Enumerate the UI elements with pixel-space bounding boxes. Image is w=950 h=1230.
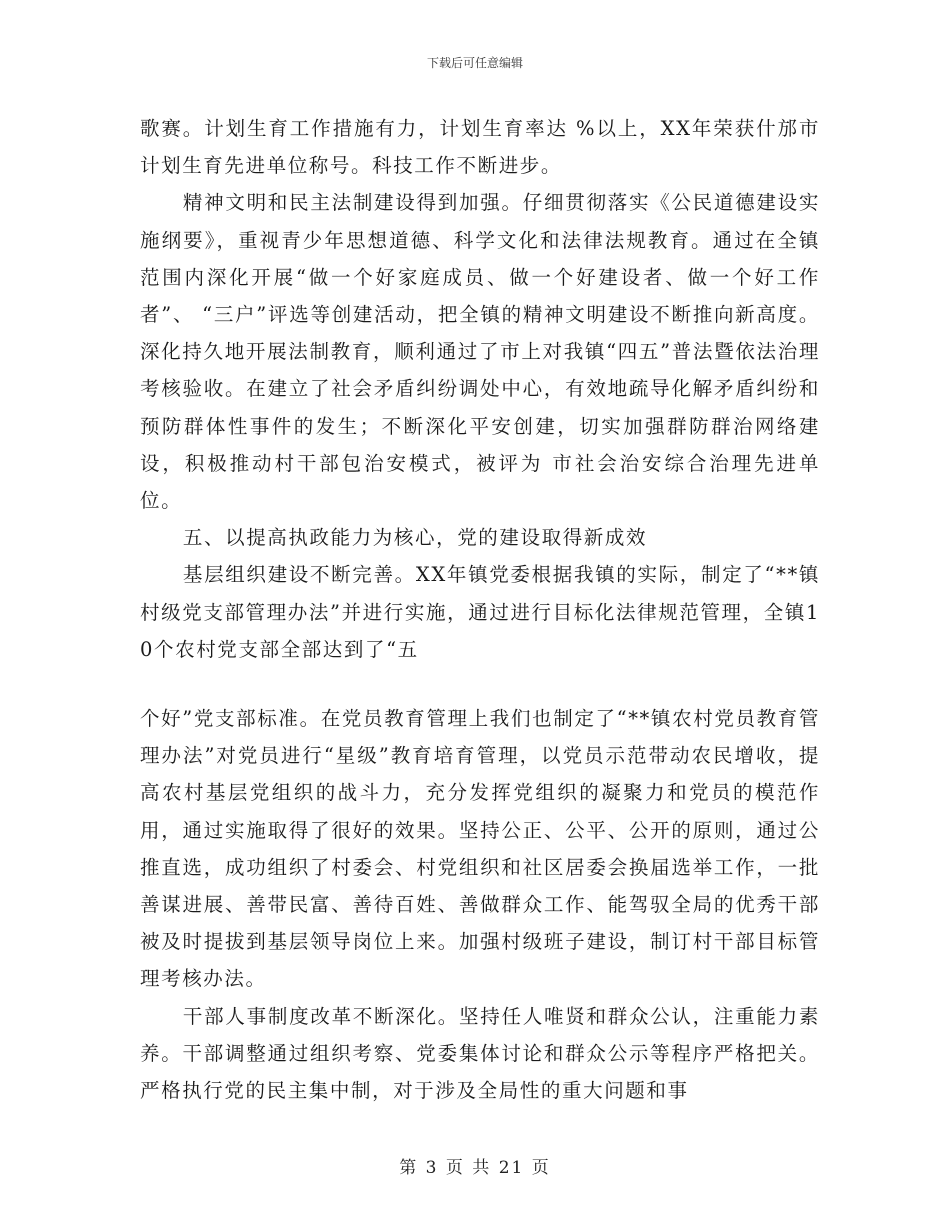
page-header: 下载后可任意编辑 xyxy=(426,56,523,70)
paragraph-personnel-reform: 干部人事制度改革不断深化。坚持任人唯贤和群众公认，注重能力素养。干部调整通过组织考察、党委集体讨论和群众公示等程序严格把关。严格执行党的民主集中制，对于涉及全局性的重大问题和事 xyxy=(140,1004,820,1103)
page-number: 第 3 页 共 21 页 xyxy=(399,1158,551,1178)
paragraph-continuation: 歌赛。计划生育工作措施有力，计划生育率达 %以上，XX年荣获什邡市计划生育先进单位称号。科技工作不断进步。 xyxy=(140,117,820,178)
paragraph-civilization: 精神文明和民主法制建设得到加强。仔细贯彻落实《公民道德建设实施纲要》，重视青少年思想道德、科学文化和法律法规教育。通过在全镇范围内深化开展“做一个好家庭成员、做一个好建设者、做一个好工作者”、 “三户”评选等创建活动，把全镇的精神文明建设不断推向新高度。深化持久地开展法制教育，顺利通过了市上对我镇“四五”普法暨依法治理考核验收。在建立了社会矛盾纠纷调处中心，有效地疏导化解矛盾纠纷和预防群体性事件的发生；不断深化平安创建，切实加强群防群治网络建设，积极推动村干部包治安模式，被评为 市社会治安综合治理先进单位。 xyxy=(140,191,820,513)
text-block-bottom xyxy=(140,700,820,1109)
paragraph-party-members: 个好”党支部标准。在党员教育管理上我们也制定了“**镇农村党员教育管理办法”对党员进行“星级”教育培育管理，以党员示范带动农民增收，提高农村基层党组织的战斗力，充分发挥党组织的凝聚力和党员的模范作用，通过实施取得了很好的效果。坚持公正、公平、公开的原则，通过公推直选，成功组织了村委会、村党组织和社区居委会换届选举工作，一批善谋进展、善带民富、善待百姓、善做群众工作、能驾驭全局的优秀干部被及时提拔到基层领导岗位上来。加强村级班子建设，制订村干部目标管理考核办法。 xyxy=(140,707,820,991)
paragraph-organization: 基层组织建设不断完善。XX年镇党委根据我镇的实际，制定了“**镇村级党支部管理办法”并进行实施，通过进行目标化法律规范管理，全镇10个农村党支部全部达到了“五 xyxy=(140,563,820,661)
section-heading: 五、以提高执政能力为核心，党的建设取得新成效 xyxy=(182,526,648,550)
text-block-top xyxy=(140,110,820,668)
